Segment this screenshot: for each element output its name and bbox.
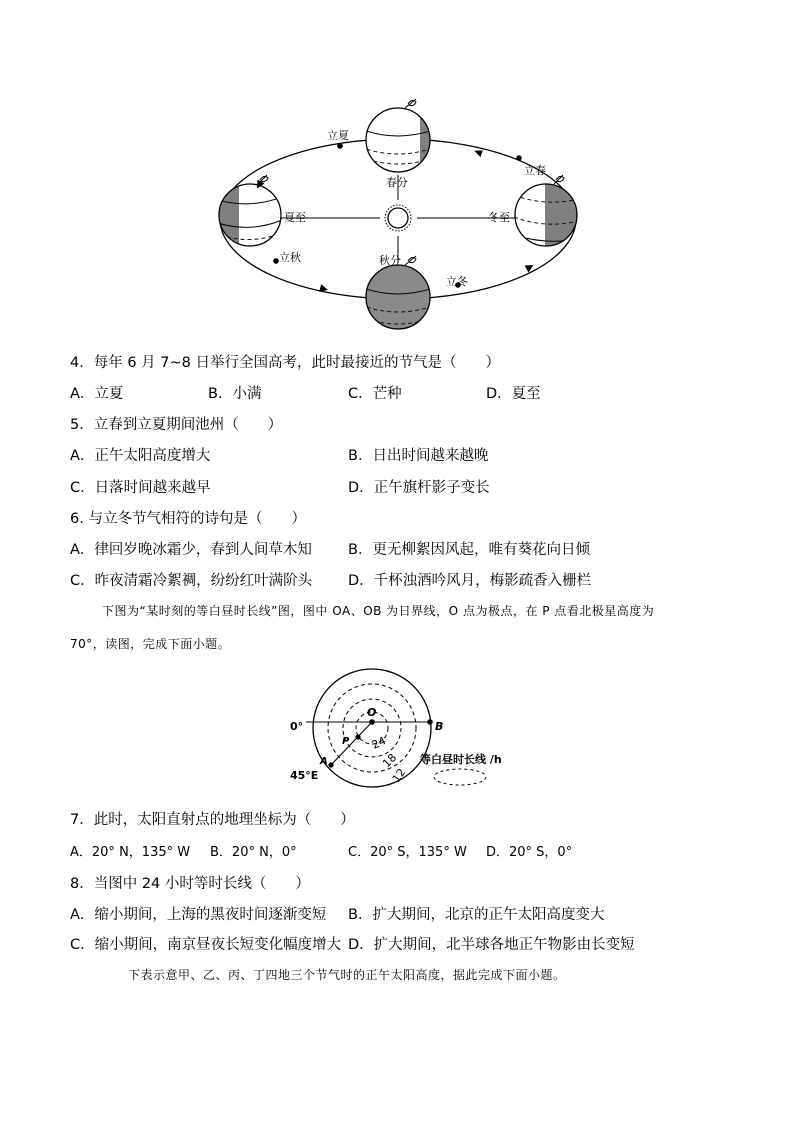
label-18: 18 bbox=[380, 751, 400, 771]
q4-option-d: D．夏至 bbox=[486, 386, 541, 402]
label-lidong: 立冬 bbox=[446, 275, 468, 288]
label-o: O bbox=[367, 706, 377, 719]
orbit-diagram bbox=[200, 95, 600, 335]
intro-q7-q8-line2: 70°，读图，完成下面小题。 bbox=[70, 637, 231, 651]
label-lichun: 立春 bbox=[524, 164, 546, 177]
label-12: 12 bbox=[389, 766, 409, 785]
q7-option-b: B．20° N，0° bbox=[210, 845, 297, 860]
q4-option-a: A．立夏 bbox=[70, 386, 124, 402]
q8-option-b: B．扩大期间，北京的正午太阳高度变大 bbox=[348, 907, 605, 923]
label-lixia: 立夏 bbox=[327, 129, 349, 142]
label-p: P bbox=[342, 736, 350, 747]
label-a: A bbox=[320, 756, 328, 767]
sun-icon bbox=[385, 205, 411, 231]
q4-option-c: C．芒种 bbox=[348, 386, 402, 402]
q7-option-a: A．20° N，135° W bbox=[70, 845, 191, 860]
question-4-stem: 4．每年 6 月 7~8 日举行全国高考，此时最接近的节气是（ ） bbox=[70, 355, 500, 371]
label-b: B bbox=[435, 720, 444, 733]
q6-option-b: B．更无柳絮因风起，唯有葵花向日倾 bbox=[348, 542, 590, 558]
question-6-stem: 6. 与立冬节气相符的诗句是（ ） bbox=[70, 511, 306, 527]
label-chunfen: 春分 bbox=[386, 176, 408, 189]
q7-option-d: D．20° S，0° bbox=[486, 845, 573, 860]
label-liqiu: 立秋 bbox=[279, 251, 301, 264]
label-45e: 45°E bbox=[290, 769, 319, 782]
q5-option-c: C．日落时间越来越早 bbox=[70, 480, 211, 496]
legend-dashed-line bbox=[434, 769, 486, 785]
q8-option-c: C．缩小期间，南京昼夜长短变化幅度增大 bbox=[70, 937, 342, 953]
label-0-degree: 0° bbox=[290, 720, 304, 733]
polar-daylength-diagram bbox=[280, 664, 520, 789]
q6-option-a: A．律回岁晚冰霜少，春到人间草木知 bbox=[70, 542, 312, 558]
label-24: 24 bbox=[369, 734, 388, 752]
intro-next-table: 下表示意甲、乙、丙、丁四地三个节气时的正午太阳高度，据此完成下面小题。 bbox=[128, 968, 566, 982]
question-8-stem: 8．当图中 24 小时等时长线（ ） bbox=[70, 876, 310, 892]
q5-option-a: A．正午太阳高度增大 bbox=[70, 448, 211, 464]
q5-option-b: B．日出时间越来越晚 bbox=[348, 448, 489, 464]
q6-option-d: D．千杯浊酒吟风月，梅影疏香入栅栏 bbox=[348, 573, 592, 589]
intro-q7-q8-line1: 下图为“某时刻的等白昼时长线”图，图中 OA、OB 为日界线，O 点为极点，在 P 点看北极星高度为 bbox=[102, 604, 655, 618]
earth-xiazhi-icon bbox=[218, 175, 282, 250]
q8-option-d: D．扩大期间，北半球各地正午物影由长变短 bbox=[348, 937, 635, 953]
label-xiazhi: 夏至 bbox=[284, 211, 306, 224]
legend-label: 等白昼时长线 /h bbox=[420, 753, 502, 766]
question-7-stem: 7．此时，太阳直射点的地理坐标为（ ） bbox=[70, 812, 355, 828]
q6-option-c: C．昨夜清霜冷絮裯，纷纷红叶满阶头 bbox=[70, 573, 313, 589]
question-5-stem: 5．立春到立夏期间池州（ ） bbox=[70, 417, 283, 433]
q7-option-c: C．20° S，135° W bbox=[348, 845, 467, 860]
label-dongzhi: 冬至 bbox=[488, 211, 510, 224]
q8-option-a: A．缩小期间，上海的黑夜时间逐渐变短 bbox=[70, 907, 327, 923]
label-qiufen: 秋分 bbox=[379, 254, 401, 267]
earth-chunfen-icon bbox=[360, 99, 440, 175]
q5-option-d: D．正午旗杆影子变长 bbox=[348, 480, 490, 496]
q4-option-b: B．小满 bbox=[208, 386, 262, 402]
